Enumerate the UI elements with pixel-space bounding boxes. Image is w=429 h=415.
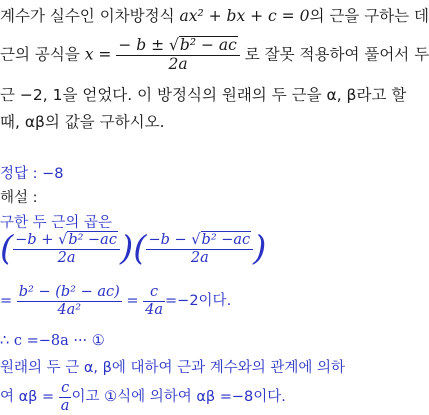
problem-line-4: 때, αβ의 값을 구하시오.	[0, 113, 165, 131]
simplification-line: = $\frac{\text{b² − (b² − ac)}}{\text{4a²}}$ = $\frac{c}{4a}$ =−2이다.	[0, 284, 232, 318]
conclusion-line-2: 여 αβ = $\frac{c}{a}$ 이고 ①식에 의하여 αβ =−8이다.	[0, 380, 286, 414]
quadratic-equation: ax² + bx + c = 0	[179, 7, 310, 25]
conclusion-line-1: 원래의 두 근 α, β에 대하여 근과 계수와의 관계에 의하	[0, 360, 346, 376]
answer-label: 정답 : −8	[0, 166, 64, 182]
problem-line-2: 근의 공식을 x = $\frac{\text{− b ± √b² − ac}}{2a}$ 로 잘못 적용하여 풀어서 두	[0, 36, 429, 73]
wrong-formula-fraction: $\frac{\text{− b ± √b² − ac}}{2a}$	[116, 36, 239, 74]
explanation-label: 해설 :	[0, 190, 38, 206]
therefore-line: ∴ c =−8a ··· ①	[0, 333, 105, 349]
product-of-roots-expression: ( $\frac{\text{−b + √b² −ac}}{2a}$ )( $\frac{\text{−b − √b² −ac}}{2a}$ )	[0, 228, 267, 269]
explanation-heading: 구한 두 근의 곱은	[0, 215, 112, 231]
problem-line-3: 근 −2, 1을 얻었다. 이 방정식의 원래의 두 근을 α, β라고 할	[0, 86, 407, 104]
problem-line-1: 계수가 실수인 이차방정식 ax² + bx + c = 0의 근을 구하는 데	[0, 7, 429, 25]
